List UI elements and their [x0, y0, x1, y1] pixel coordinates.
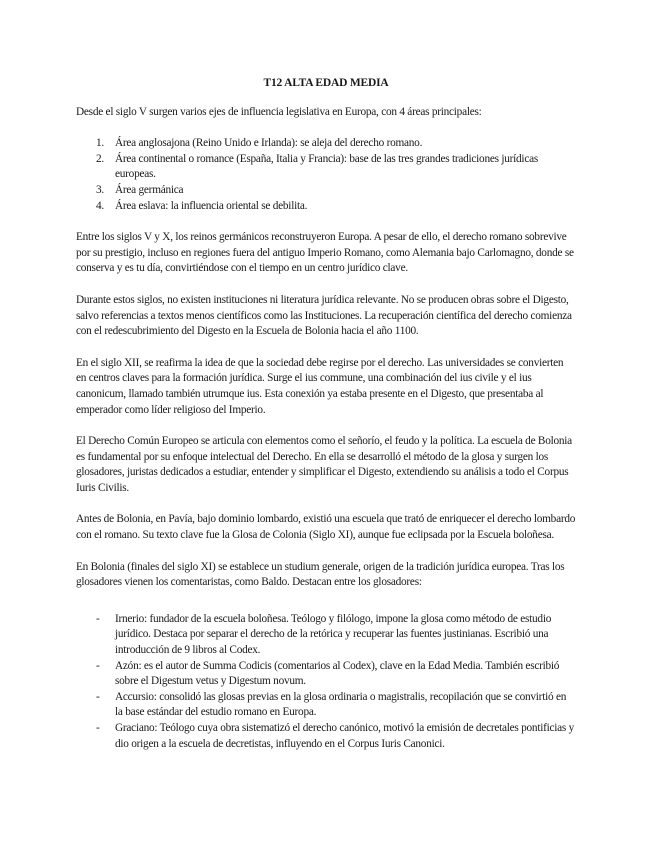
list-item-text: Área continental o romance (España, Italia y Francia): base de las tres grandes tradiciones jurídicas europeas.: [115, 152, 538, 181]
list-number: 2.: [96, 152, 104, 165]
areas-list: [76, 136, 576, 214]
intro-paragraph: Desde el siglo V surgen varios ejes de influencia legislativa en Europa, con 4 áreas principales:: [76, 105, 482, 118]
list-item-text: Área eslava: la influencia oriental se debilita.: [115, 199, 308, 212]
list-item-text: Irnerio: fundador de la escuela boloñesa. Teólogo y filólogo, impone la glosa como método de estudio jurídico. Destaca por separar el derecho de la retórica y recuperar las fuentes justinianas. Escribió una introducción de 9 libros al Codex.: [115, 612, 552, 657]
list-number: 3.: [96, 183, 104, 196]
list-item-text: Accursio: consolidó las glosas previas en la glosa ordinaria o magistralis, recopilación que se convirtió en la base estándar del estudio romano en Europa.: [115, 690, 567, 719]
list-dash: -: [96, 612, 100, 625]
document-title: T12 ALTA EDAD MEDIA: [263, 77, 389, 89]
list-dash: -: [96, 722, 100, 734]
list-item: [76, 659, 576, 690]
list-number: 4.: [96, 199, 104, 212]
list-item-text: Graciano: Teólogo cuya obra sistematizó el derecho canónico, motivó la emisión de decretales pontificias y dio origen a la escuela de decretistas, influyendo en el Corpus Iuris Canonici.: [115, 722, 575, 750]
glosadores-list: [76, 612, 576, 752]
list-number: 1.: [96, 137, 104, 150]
body-paragraph: En el siglo XII, se reafirma la idea de que la sociedad debe regirse por el derecho. Las universidades se convierten en centros claves para la formación jurídica. Surge el ius commune, una combinación del ius civile y el ius canonicum, llamado también utrumque ius. Esta conexión ya estaba presente en el Digesto, que presentaba al emperador como líder religioso del Imperio.: [76, 356, 564, 416]
list-item: [76, 136, 576, 152]
list-dash: -: [96, 659, 100, 672]
body-paragraph: Antes de Bolonia, en Pavía, bajo dominio lombardo, existió una escuela que trató de enriquecer el derecho lombardo con el romano. Su texto clave fue la Glosa de Colonia (Siglo XI), aunque fue eclipsada por la Escuela boloñesa.: [76, 513, 576, 542]
list-dash: -: [96, 690, 100, 703]
list-item: [76, 199, 576, 215]
list-item-text: Azón: es el autor de Summa Codicis (comentarios al Codex), clave en la Edad Media. También escribió sobre el Digestum vetus y Digestum novum.: [115, 659, 560, 688]
body-paragraph: En Bolonia (finales del siglo XI) se establece un studium generale, origen de la tradición jurídica europea. Tras los glosadores vienen los comentaristas, como Baldo. Destacan entre los glosadores:: [76, 560, 565, 589]
document-page: [76, 76, 576, 752]
list-item: [76, 721, 576, 752]
list-item: [76, 690, 576, 721]
list-item: [76, 152, 576, 183]
list-item: [76, 612, 576, 659]
list-item-text: Área germánica: [115, 183, 184, 196]
list-item: [76, 183, 576, 199]
body-paragraph: Entre los siglos V y X, los reinos germánicos reconstruyeron Europa. A pesar de ello, el derecho romano sobrevive por su prestigio, incluso en regiones fuera del antiguo Imperio Romano, como Alemania bajo Carlomagno, donde se conserva y es tu día, convirtiéndose con el tiempo en un centro jurídico clave.: [76, 231, 574, 275]
body-paragraph: Durante estos siglos, no existen instituciones ni literatura jurídica relevante. No se producen obras sobre el Digesto, salvo referencias a textos menos científicos como las Instituciones. La recuperación científica del derecho comienza con el redescubrimiento del Digesto en la Escuela de Bolonia hacia el año 1100.: [76, 293, 572, 338]
list-item-text: Área anglosajona (Reino Unido e Irlanda): se aleja del derecho romano.: [115, 137, 423, 150]
body-paragraph: El Derecho Común Europeo se articula con elementos como el señorío, el feudo y la política. La escuela de Bolonia es fundamental por su enfoque intelectual del Derecho. En ella se desarrolló el método de la glosa y surgen los glosadores, juristas dedicados a estudiar, entender y simplificar el Digesto, extendiendo su análisis a todo el Corpus Iuris Civilis.: [76, 435, 572, 494]
